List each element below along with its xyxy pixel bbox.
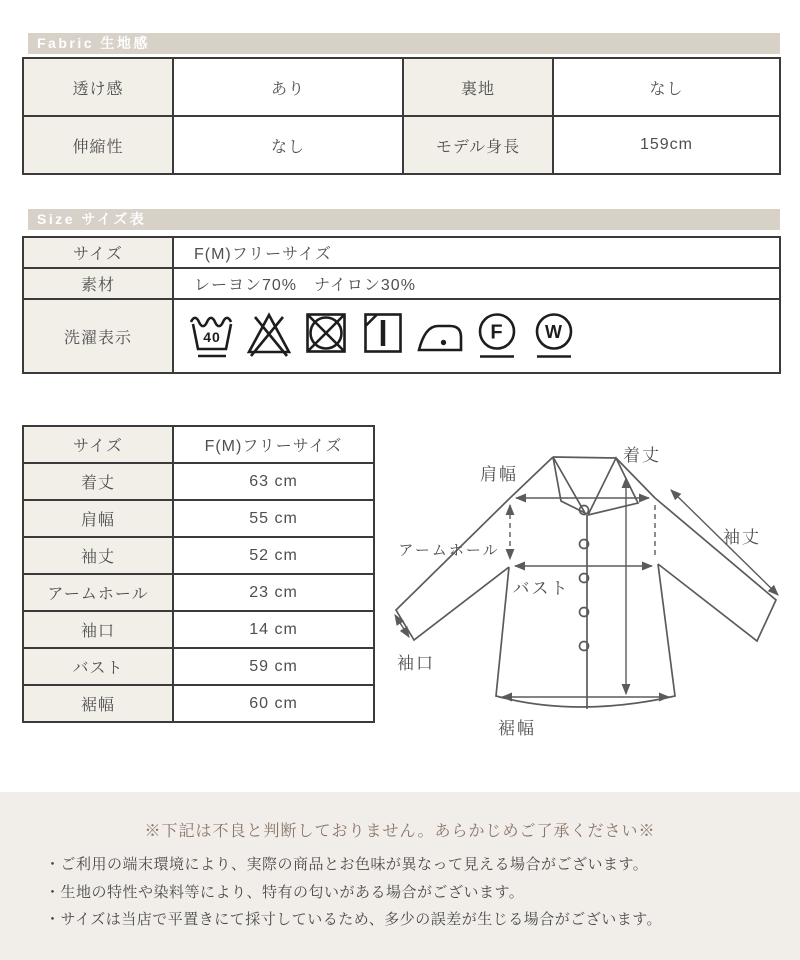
measurements-header-row: [23, 426, 374, 463]
shirt-measurement-diagram: [378, 428, 800, 760]
table-row: [23, 500, 374, 537]
measure-label-hem: 裾幅: [23, 685, 173, 722]
do-not-tumble-dry-icon: [303, 309, 349, 363]
do-not-bleach-icon: [246, 309, 292, 363]
table-row: [23, 537, 374, 574]
shirt-outline: [396, 457, 776, 709]
size-info-row: [23, 237, 780, 268]
material-value: レーヨン70% ナイロン30%: [173, 268, 780, 299]
diagram-label-bust: バスト: [512, 579, 570, 598]
diagram-label-cuff: 袖口: [397, 654, 435, 673]
measurements-table: [22, 425, 375, 723]
diagram-label-sleeve: 袖丈: [723, 528, 761, 547]
measure-value-armhole: 23 cm: [173, 574, 374, 611]
fabric-value-stretch: なし: [173, 116, 403, 174]
measure-label-armhole: アームホール: [23, 574, 173, 611]
table-row: [23, 685, 374, 722]
wash-temp-text: 40: [203, 329, 221, 345]
notes-list: [0, 851, 800, 934]
wet-clean-gentle-icon: [531, 309, 577, 363]
table-row: [23, 574, 374, 611]
measure-value-hem: 60 cm: [173, 685, 374, 722]
measure-value-sleeve: 52 cm: [173, 537, 374, 574]
care-symbols-row: [23, 299, 780, 373]
wet-clean-letter-text: W: [545, 322, 563, 342]
fabric-label-model-height: モデル身長: [403, 116, 553, 174]
diagram-label-length: 着丈: [623, 446, 661, 465]
fabric-label-sheerness: 透け感: [23, 58, 173, 116]
material-label: 素材: [23, 268, 173, 299]
fabric-value-sheerness: あり: [173, 58, 403, 116]
fabric-table: [22, 57, 781, 175]
fabric-label-stretch: 伸縮性: [23, 116, 173, 174]
size-section-title: Size サイズ表: [28, 209, 780, 230]
dry-clean-petroleum-gentle-icon: [474, 309, 520, 363]
measurements-header-size: サイズ: [23, 426, 173, 463]
fabric-row: [23, 58, 780, 116]
table-row: [23, 463, 374, 500]
measure-value-cuff: 14 cm: [173, 611, 374, 648]
fabric-value-model-height: 159cm: [553, 116, 780, 174]
size-info-table: [22, 236, 781, 374]
fabric-value-lining: なし: [553, 58, 780, 116]
dry-clean-letter-text: F: [490, 321, 504, 344]
measure-value-shoulder: 55 cm: [173, 500, 374, 537]
table-row: [23, 611, 374, 648]
measure-label-length: 着丈: [23, 463, 173, 500]
size-value: F(M)フリーサイズ: [173, 237, 780, 268]
diagram-label-armhole: アームホール: [398, 542, 500, 559]
wash-40-gentle-icon: [189, 309, 235, 363]
list-item: ・生地の特性や染料等により、特有の匂いがある場合がございます。: [45, 883, 525, 901]
fabric-row: [23, 116, 780, 174]
iron-low-heat-icon: [417, 309, 463, 363]
measure-label-cuff: 袖口: [23, 611, 173, 648]
measure-label-bust: バスト: [23, 648, 173, 685]
notes-heading: ※下記は不良と判断しておりません。あらかじめご了承ください※: [144, 823, 656, 840]
table-row: [23, 648, 374, 685]
measure-value-length: 63 cm: [173, 463, 374, 500]
list-item: ・サイズは当店で平置きにて採寸しているため、多少の誤差が生じる場合がございます。: [45, 911, 663, 928]
diagram-label-hem: 裾幅: [498, 719, 536, 738]
measurements-header-free-size: F(M)フリーサイズ: [173, 426, 374, 463]
measure-label-shoulder: 肩幅: [23, 500, 173, 537]
disclaimer-notes: [0, 792, 800, 960]
measure-label-sleeve: 袖丈: [23, 537, 173, 574]
diagram-label-shoulder: 肩幅: [480, 465, 518, 484]
fabric-label-lining: 裏地: [403, 58, 553, 116]
list-item: ・ご利用の端末環境により、実際の商品とお色味が異なって見える場合がございます。: [45, 856, 649, 873]
size-label: サイズ: [23, 237, 173, 268]
size-info-row: [23, 268, 780, 299]
fabric-section-title: Fabric 生地感: [28, 33, 780, 54]
line-dry-in-shade-icon: [360, 309, 406, 363]
care-label: 洗濯表示: [23, 299, 173, 373]
care-symbols: [174, 309, 779, 363]
measure-value-bust: 59 cm: [173, 648, 374, 685]
